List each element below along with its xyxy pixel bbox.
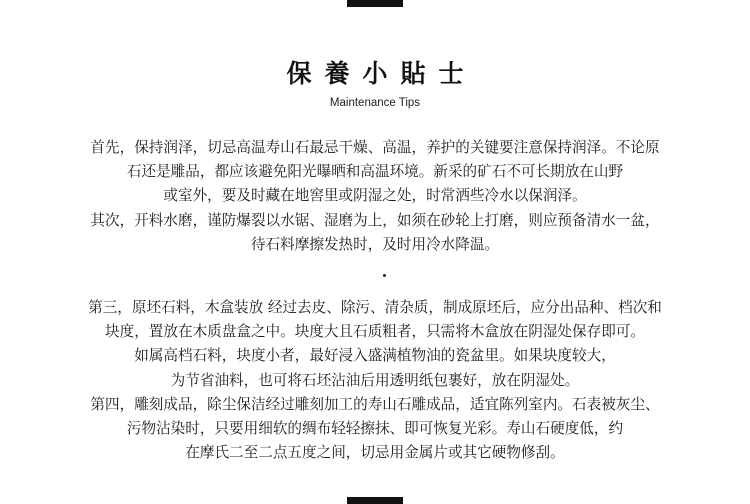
paragraph-line: 第四，雕刻成品，除尘保洁经过雕刻加工的寿山石雕成品，适宜陈列室内。石表被灰尘、 [90,395,660,413]
paragraph-line: 如属高档石料，块度小者，最好浸入盛满植物油的瓷盆里。如果块度较大， [134,347,616,365]
bottom-decorative-bar [347,497,403,504]
paragraph-line: 为节省油料，也可将石坯沾油后用透明纸包裹好，放在阴湿处。 [170,371,580,389]
paragraph-line: 块度，置放在木质盘盒之中。块度大且石质粗者，只需将木盒放在阴湿处保存即可。 [105,323,645,341]
paragraph-line: 首先，保持润泽，切忌高温寿山石最忌干燥、高温，养护的关键要注意保持润泽。不论原 [90,139,660,156]
page-subtitle: Maintenance Tips [329,97,421,109]
paragraph-line: 污物沾染时，只要用细软的绸布轻轻擦抹、即可恢复光彩。寿山石硬度低，约 [126,420,624,438]
top-decorative-bar [347,0,403,7]
page-title: 保養小貼士 [286,59,477,88]
paragraph-line: 其次，开料水磨，谨防爆裂以水锯、湿磨为上，如须在砂轮上打磨，则应预备清水一盆， [90,211,660,229]
maintenance-paragraph-1 [40,136,710,257]
paragraph-line: 或室外，要及时藏在地窖里或阴湿之处，时常洒些冷水以保润泽。 [163,187,587,205]
paragraph-line: 待石料摩擦发热时，及时用冷水降温。 [250,235,500,253]
paragraph-line: 第三，原坯石料，木盒装放 经过去皮、除污、清杂质，制成原坯后，应分出品种、档次和 [88,299,662,316]
section-divider-dot [383,274,386,277]
paragraph-line: 在摩氏二至二点五度之间，切忌用金属片或其它硬物修刮。 [185,444,565,462]
maintenance-paragraph-2 [40,296,710,465]
paragraph-line: 石还是雕品，都应该避免阳光曝晒和高温环境。新采的矿石不可长期放在山野 [126,163,624,181]
